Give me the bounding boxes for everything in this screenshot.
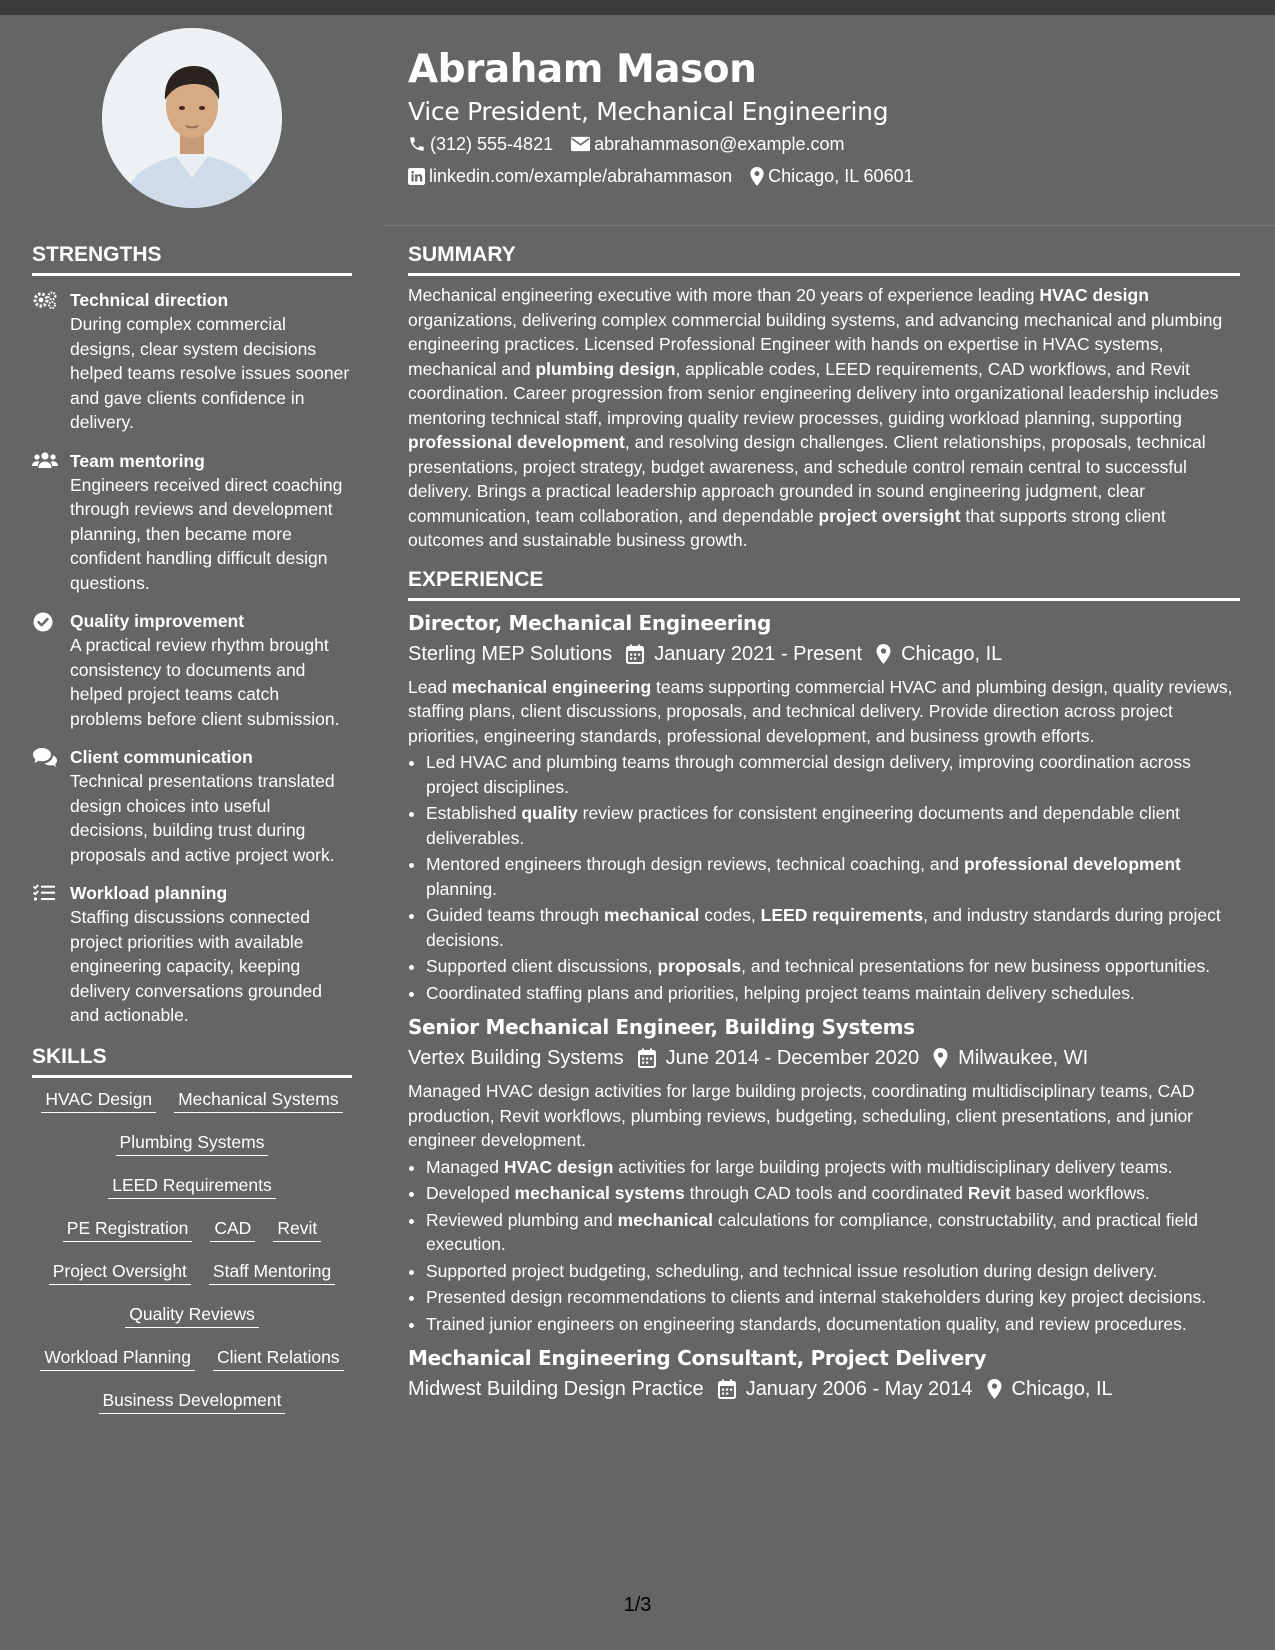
strength-description: Technical presentations translated design choices into useful decisions, building trust during proposals and active project work. — [70, 771, 335, 865]
bullet-item — [426, 801, 1240, 850]
text-run: Coordinated staffing plans and priorities, helping project teams maintain delivery schedules. — [426, 982, 1135, 1003]
skill-row — [32, 1346, 352, 1371]
text-run: activities for large building projects with multidisciplinary delivery teams. — [613, 1156, 1173, 1177]
experience-rule — [408, 598, 1240, 601]
strength-title: Client communication — [70, 747, 253, 767]
text-run: through CAD tools and coordinated — [684, 1183, 968, 1203]
text-run: Supported client discussions, — [426, 956, 658, 976]
email-text: abrahammason@example.com — [594, 134, 845, 154]
strength-title: Team mentoring — [70, 450, 205, 471]
company-name: Midwest Building Design Practice — [408, 1378, 704, 1400]
skills-heading: SKILLS — [32, 1044, 107, 1068]
bullet-item — [426, 750, 1240, 799]
profile-photo — [102, 28, 282, 208]
bullet-item — [426, 1259, 1240, 1284]
resume-header — [408, 44, 1228, 192]
strength-description: Engineers received direct coaching through reviews and development planning, then became more confident handling difficult design questions. — [70, 474, 343, 593]
text-run: , and resolving design challenges. Client relationships, proposals, technical presentations, project strategy, budget awareness, and schedule control remain central to successful delivery. Brings a practical leadership approach grounded in sound engineering judgment, clear communication, team collaboration, and dependable — [408, 432, 1206, 526]
job-location — [876, 639, 1002, 669]
bold-keyword: mechanical — [604, 905, 700, 925]
calendar-icon — [638, 1048, 656, 1068]
dates-text: January 2021 - Present — [654, 642, 863, 665]
text-run: Established — [426, 803, 522, 823]
text-run: , applicable codes, LEED requirements, CAD workflows, and Revit coordination. Career progression from senior engineering delivery into organizational leadership includes mentoring technical staff, improving quality review processes, guiding workload planning, supporting — [408, 358, 1219, 428]
job-meta — [408, 1043, 1240, 1073]
phone-icon — [408, 135, 426, 153]
text-run: , and industry standards during project decisions. — [426, 905, 1221, 950]
text-run: Supported project budgeting, scheduling, and technical issue resolution during design delivery. — [426, 1260, 1158, 1281]
text-run: organizations, delivering complex commercial building systems, and advancing mechanical and plumbing engineering practices. Licensed Professional Engineer with hands on expertise in HVAC systems, mechanical and — [408, 309, 1223, 379]
text-run: Mentored engineers through design reviews, technical coaching, and — [426, 854, 964, 874]
gears-icon — [32, 290, 58, 312]
location-text: Chicago, IL — [901, 642, 1003, 665]
phone-text: (312) 555-4821 — [430, 134, 554, 154]
job-title: Mechanical Engineering Consultant, Project Delivery — [408, 1346, 987, 1370]
bold-keyword: HVAC design — [1039, 285, 1149, 305]
skill-row — [32, 1389, 352, 1414]
skill-row — [32, 1303, 352, 1328]
job-location — [933, 1043, 1088, 1073]
job-dates — [718, 1374, 973, 1404]
bullet-item — [426, 852, 1240, 901]
skills-list — [32, 1088, 352, 1414]
main-column — [408, 240, 1240, 1404]
skill-row — [32, 1174, 352, 1199]
experience-heading: EXPERIENCE — [408, 567, 544, 591]
experience-list — [408, 607, 1240, 1405]
text-run: Presented design recommendations to clients and internal stakeholders during key project decisions. — [426, 1287, 1207, 1307]
bold-keyword: mechanical systems — [514, 1183, 685, 1203]
skill-row — [32, 1217, 352, 1242]
job-dates — [626, 639, 862, 669]
strengths-list — [32, 288, 352, 1028]
bullet-item — [426, 1285, 1240, 1310]
strength-item — [32, 288, 352, 435]
phone-contact — [408, 128, 553, 160]
skill-row — [32, 1088, 352, 1113]
bullet-item — [426, 1181, 1240, 1206]
map-pin-icon — [933, 1048, 948, 1068]
contact-row-2 — [408, 160, 1228, 192]
job-description — [408, 675, 1240, 749]
bullet-item — [426, 1155, 1240, 1180]
bullet-item — [426, 981, 1240, 1006]
text-run: Reviewed plumbing and — [426, 1209, 618, 1230]
strengths-rule — [32, 273, 352, 276]
job-bullets — [408, 1155, 1240, 1337]
email-contact[interactable] — [571, 128, 844, 160]
skill-tag: CAD — [210, 1217, 255, 1242]
skill-tag: PE Registration — [63, 1217, 193, 1242]
envelope-icon — [571, 136, 590, 152]
company-name: Sterling MEP Solutions — [408, 642, 613, 665]
strength-item — [32, 745, 352, 867]
dates-text: January 2006 - May 2014 — [745, 1378, 973, 1400]
strength-description: A practical review rhythm brought consistency to documents and helped project teams catch problems before client submission. — [70, 635, 340, 729]
text-run: Guided teams through — [426, 905, 605, 925]
linkedin-icon — [408, 168, 425, 185]
skill-row — [32, 1260, 352, 1285]
bold-keyword: proposals — [657, 956, 742, 976]
users-icon — [32, 451, 58, 473]
check-circle-icon — [32, 611, 58, 633]
location-text: Milwaukee, WI — [958, 1047, 1089, 1069]
strength-title: Quality improvement — [70, 611, 245, 631]
map-pin-icon — [750, 167, 764, 186]
calendar-icon — [718, 1379, 736, 1399]
contact-row-1 — [408, 128, 1228, 160]
linkedin-text: linkedin.com/example/abrahammason — [429, 166, 733, 186]
bold-keyword: mechanical engineering — [451, 676, 652, 697]
text-run: Trained junior engineers on engineering standards, documentation quality, and review procedures. — [426, 1313, 1187, 1334]
text-run: Managed HVAC design activities for large building projects, coordinating multidisciplinary teams, CAD production, Revit workflows, plumbing reviews, budgeting, scheduling, client presentations, and junior engineer development. — [408, 1081, 1195, 1150]
bold-keyword: quality — [521, 803, 578, 823]
text-run: teams supporting commercial HVAC and plumbing design, quality reviews, staffing plans, client discussions, proposals, and technical delivery. Provide direction across project priorities, engineering standards, professional development, and business growth efforts. — [408, 676, 1233, 746]
text-run: calculations for compliance, constructability, and practical field execution. — [426, 1209, 1199, 1254]
bold-keyword: professional development — [963, 854, 1181, 874]
bold-keyword: professional development — [408, 432, 625, 452]
strength-description: Staffing discussions connected project priorities with available engineering capacity, keeping delivery conversations grounded and actionable. — [70, 907, 322, 1025]
summary-rule — [408, 273, 1240, 276]
text-run: based workflows. — [1010, 1183, 1150, 1203]
text-run: , and technical presentations for new business opportunities. — [741, 956, 1211, 976]
skill-tag: Workload Planning — [40, 1346, 195, 1371]
bold-keyword: project oversight — [818, 505, 961, 526]
bullet-item — [426, 954, 1240, 979]
job-entry — [408, 1011, 1240, 1336]
strength-item — [32, 449, 352, 596]
job-location — [987, 1374, 1113, 1404]
skill-row — [32, 1131, 352, 1156]
bullet-item — [426, 1208, 1240, 1257]
job-entry — [408, 1342, 1240, 1404]
text-run: review practices for consistent engineering documents and dependable client deliverables. — [426, 803, 1180, 848]
skill-tag: HVAC Design — [41, 1088, 156, 1113]
dates-text: June 2014 - December 2020 — [665, 1047, 920, 1069]
skill-tag: Quality Reviews — [125, 1303, 258, 1328]
location-text: Chicago, IL 60601 — [768, 166, 914, 186]
bold-keyword: mechanical — [617, 1209, 713, 1230]
top-bar — [0, 0, 1275, 15]
strength-item — [32, 881, 352, 1028]
bold-keyword: plumbing design — [535, 358, 676, 379]
summary-heading: SUMMARY — [408, 243, 516, 266]
skill-tag: Revit — [273, 1217, 321, 1242]
map-pin-icon — [987, 1379, 1002, 1399]
strength-title: Workload planning — [70, 883, 228, 903]
job-bullets — [408, 750, 1240, 1005]
job-title: Senior Mechanical Engineer, Building Systems — [408, 1015, 915, 1039]
strength-description: During complex commercial designs, clear system decisions helped teams resolve issues sooner and gave clients confidence in delivery. — [70, 314, 350, 432]
job-description — [408, 1079, 1240, 1153]
skill-tag: Business Development — [99, 1389, 286, 1414]
list-check-icon — [32, 883, 58, 905]
location-text: Chicago, IL — [1011, 1378, 1113, 1400]
bullet-item — [426, 1312, 1240, 1337]
bold-keyword: Revit — [967, 1183, 1011, 1203]
text-run: Mechanical engineering executive with more than 20 years of experience leading — [408, 285, 1040, 305]
linkedin-contact[interactable] — [408, 160, 732, 192]
text-run: Developed — [426, 1183, 515, 1203]
job-meta — [408, 1374, 1240, 1404]
candidate-name: Abraham Mason — [408, 47, 757, 92]
job-dates — [638, 1043, 920, 1073]
strength-item — [32, 609, 352, 731]
skills-rule — [32, 1075, 352, 1078]
bold-keyword: HVAC design — [503, 1156, 614, 1177]
page-number: 1/3 — [623, 1594, 652, 1616]
location-contact — [750, 160, 913, 192]
text-run: Managed — [426, 1156, 504, 1177]
skill-tag: Project Oversight — [49, 1260, 191, 1285]
summary-text — [408, 283, 1240, 553]
text-run: planning. — [426, 878, 498, 899]
job-entry — [408, 607, 1240, 1006]
company-name: Vertex Building Systems — [408, 1047, 624, 1069]
text-run: that supports strong client outcomes and sustainable business growth. — [408, 505, 1166, 550]
left-column — [32, 240, 352, 1432]
strength-title: Technical direction — [70, 290, 229, 310]
candidate-title: Vice President, Mechanical Engineering — [408, 97, 889, 126]
calendar-icon — [626, 644, 644, 664]
skill-tag: Mechanical Systems — [174, 1088, 342, 1113]
text-run: codes, — [699, 905, 761, 925]
skill-tag: Staff Mentoring — [209, 1260, 335, 1285]
header-divider — [384, 225, 1275, 226]
job-title: Director, Mechanical Engineering — [408, 610, 771, 635]
text-run: Lead — [408, 676, 452, 697]
skill-tag: LEED Requirements — [108, 1174, 276, 1199]
map-pin-icon — [876, 644, 891, 664]
job-meta — [408, 639, 1240, 669]
skill-tag: Client Relations — [213, 1346, 344, 1371]
bullet-item — [426, 903, 1240, 952]
strengths-heading: STRENGTHS — [32, 243, 162, 266]
text-run: Led HVAC and plumbing teams through commercial design delivery, improving coordination across project disciplines. — [426, 752, 1191, 797]
bold-keyword: LEED requirements — [760, 905, 924, 925]
comments-icon — [32, 747, 58, 769]
skill-tag: Plumbing Systems — [116, 1131, 269, 1156]
